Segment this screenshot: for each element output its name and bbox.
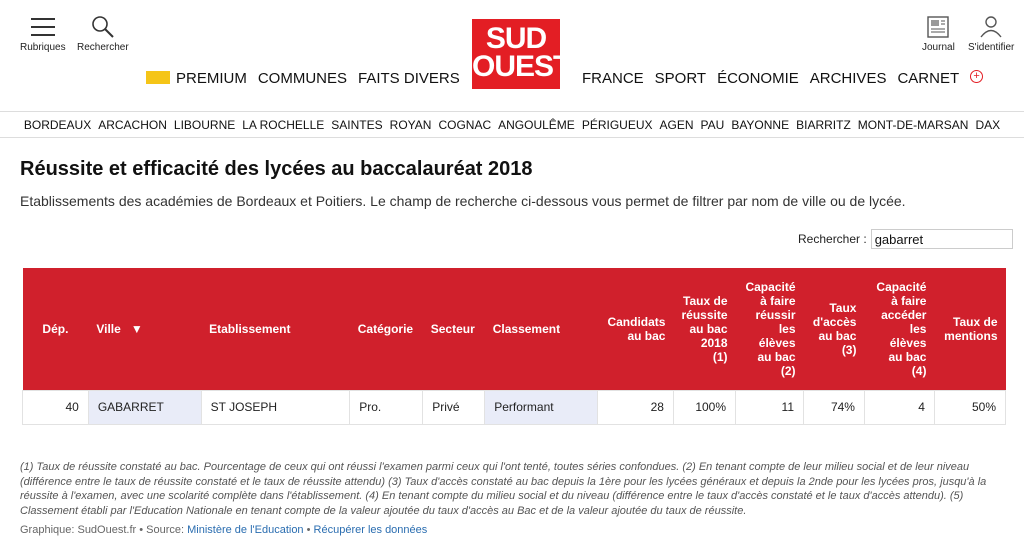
nav-item-premium[interactable] — [146, 70, 247, 87]
nav-item-archives[interactable]: ARCHIVES — [809, 70, 887, 87]
cell-capacite-acceder: 4 — [864, 390, 934, 424]
city-link[interactable]: BIARRITZ — [796, 117, 851, 132]
city-link[interactable]: ROYAN — [389, 117, 432, 132]
rubriques-button[interactable] — [20, 14, 66, 53]
col-categorie[interactable]: Catégorie — [357, 321, 414, 336]
logo-line-2: OUEST — [472, 50, 571, 83]
site-header — [0, 0, 1024, 112]
user-icon — [977, 14, 1005, 40]
nav-item-economie[interactable]: ÉCONOMIE — [717, 70, 799, 87]
search-icon — [89, 14, 117, 40]
cell-dep: 40 — [23, 390, 89, 424]
col-taux-mentions-l1: Taux de — [953, 314, 998, 329]
city-link[interactable]: BORDEAUX — [23, 117, 92, 132]
rubriques-label: Rubriques — [20, 42, 66, 53]
city-link[interactable]: ANGOULÊME — [498, 117, 575, 132]
col-etablissement[interactable]: Etablissement — [209, 321, 291, 336]
journal-button[interactable] — [922, 14, 955, 53]
col-classement[interactable]: Classement — [492, 321, 561, 336]
city-link[interactable]: ARCACHON — [98, 117, 167, 132]
col-capacite-reussir-l7: (2) — [780, 363, 796, 378]
col-taux-acces-l2: d'accès — [812, 314, 857, 329]
cities-bar — [0, 112, 1024, 138]
credit-separator: • — [303, 524, 314, 536]
col-taux-mentions-l2: mentions — [944, 328, 998, 343]
chart-credit — [20, 524, 427, 536]
cell-taux-acces: 74% — [804, 390, 865, 424]
col-taux-acces-l1: Taux — [829, 300, 857, 315]
plus-circle-icon[interactable]: + — [970, 70, 983, 83]
col-taux-reussite-l5: (1) — [712, 349, 728, 364]
col-candidats-l2: au bac — [627, 328, 666, 343]
col-taux-acces-l4: (3) — [841, 342, 857, 357]
nav-item-communes[interactable]: COMMUNES — [257, 70, 348, 87]
page-subtitle: Etablissements des académies de Bordeaux et Poitiers. Le champ de recherche ci-dessous vous permet de filtrer par nom de ville ou de lycée. — [20, 193, 906, 209]
col-capacite-acceder-l2: à faire — [891, 293, 927, 308]
cell-taux-reussite: 100% — [673, 390, 735, 424]
identifier-button[interactable] — [968, 14, 1014, 53]
main-nav-right — [582, 70, 983, 87]
logo-line-1: SUD — [485, 22, 547, 55]
nav-item-france[interactable]: FRANCE — [582, 70, 644, 87]
city-link[interactable]: LA ROCHELLE — [242, 117, 325, 132]
col-taux-mentions[interactable] — [934, 268, 1005, 390]
cell-classement: Performant — [485, 390, 598, 424]
nav-item-premium-label: PREMIUM — [176, 70, 247, 87]
col-capacite-reussir[interactable] — [736, 268, 804, 390]
col-capacite-acceder-l5: élèves — [889, 335, 927, 350]
nav-item-sport[interactable]: SPORT — [654, 70, 707, 87]
col-candidats-l1: Candidats — [607, 314, 666, 329]
col-capacite-acceder-l7: (4) — [911, 363, 927, 378]
col-capacite-acceder-l4: les — [909, 321, 927, 336]
cell-capacite-reussir: 11 — [736, 390, 804, 424]
nav-item-carnet[interactable]: CARNET — [897, 70, 960, 87]
rechercher-button[interactable] — [77, 14, 129, 53]
city-link[interactable]: PAU — [700, 117, 725, 132]
newspaper-icon — [924, 14, 952, 40]
cell-etablissement: ST JOSEPH — [201, 390, 350, 424]
cell-taux-mentions: 50% — [934, 390, 1005, 424]
col-candidats[interactable] — [598, 268, 674, 390]
city-link[interactable]: SAINTES — [331, 117, 383, 132]
sort-desc-icon: ▼ — [130, 321, 143, 336]
col-capacite-reussir-l3: réussir — [755, 307, 796, 322]
city-link[interactable]: PÉRIGUEUX — [581, 117, 653, 132]
identifier-label: S'identifier — [968, 42, 1015, 53]
col-ville-label: Ville — [96, 321, 121, 336]
col-taux-acces[interactable] — [804, 268, 865, 390]
page-title: Réussite et efficacité des lycées au baccalauréat 2018 — [20, 158, 533, 180]
col-dep[interactable]: Dép. — [42, 321, 69, 336]
city-link[interactable]: COGNAC — [438, 117, 492, 132]
nav-item-faits-divers[interactable]: FAITS DIVERS — [358, 70, 460, 87]
cell-candidats: 28 — [598, 390, 674, 424]
col-taux-acces-l3: au bac — [818, 328, 857, 343]
table-header-row — [23, 268, 1006, 390]
col-capacite-reussir-l4: les — [778, 321, 796, 336]
col-secteur[interactable]: Secteur — [430, 321, 475, 336]
col-capacite-reussir-l6: au bac — [757, 349, 796, 364]
footnote: (1) Taux de réussite constaté au bac. Pourcentage de ceux qui ont réussi l'examen parmi ceux qui l'ont tenté, toutes séries confondues. (2) En tenant compte de leur milieu social et de leur niveau (différence entre le taux de réussite constaté et le taux de réussite attendu) (3) Taux d'accès constaté au bac depuis la 1ère pour les lycées généraux et depuis la 2nde pour les lycées pros, jusqu'à la réussite à l'examen, avec une scolarité complète dans l'établissement. (4) En tenant compte du milieu social et du niveau (différence entre le taux d'accès constaté et le taux d'accès attendu). (5) Classement établi par l'Education Nationale en tenant compte de la valeur ajoutée du taux d'accès au Bac et de la valeur ajoutée du taux de réussite. — [20, 461, 987, 517]
col-taux-reussite-l1: Taux de — [683, 293, 728, 308]
city-link[interactable]: AGEN — [659, 117, 694, 132]
credit-prefix: Graphique: SudOuest.fr • Source: — [20, 524, 188, 536]
main-nav-left — [146, 70, 460, 87]
crown-icon — [146, 71, 170, 84]
col-taux-reussite-l2: réussite — [681, 307, 728, 322]
table-search — [798, 229, 1013, 249]
col-capacite-acceder[interactable] — [864, 268, 934, 390]
table-row — [23, 390, 1006, 424]
search-input[interactable] — [871, 229, 1013, 249]
col-capacite-reussir-l1: Capacité — [745, 279, 796, 294]
journal-label: Journal — [922, 42, 955, 53]
col-capacite-acceder-l1: Capacité — [876, 279, 927, 294]
city-link[interactable]: DAX — [975, 117, 1001, 132]
col-capacite-acceder-l3: accéder — [881, 307, 927, 322]
col-capacite-reussir-l2: à faire — [760, 293, 796, 308]
download-data-link[interactable]: Récupérer les données — [313, 524, 428, 536]
search-label: Rechercher : — [798, 232, 867, 246]
col-taux-reussite-l4: 2018 — [700, 335, 728, 350]
city-link[interactable]: LIBOURNE — [173, 117, 236, 132]
results-table — [22, 268, 1006, 425]
cell-ville: GABARRET — [88, 390, 201, 424]
source-link[interactable]: Ministère de l'Education — [187, 524, 304, 536]
cell-secteur: Privé — [423, 390, 485, 424]
col-capacite-acceder-l6: au bac — [888, 349, 927, 364]
rechercher-label: Rechercher — [77, 42, 129, 53]
menu-icon — [29, 14, 57, 40]
city-link[interactable]: BAYONNE — [731, 117, 790, 132]
col-taux-reussite-l3: au bac — [689, 321, 728, 336]
col-ville[interactable] — [88, 268, 201, 390]
col-taux-reussite[interactable] — [673, 268, 735, 390]
sud-ouest-logo[interactable] — [472, 19, 571, 89]
city-link[interactable]: MONT-DE-MARSAN — [857, 117, 969, 132]
col-capacite-reussir-l5: élèves — [758, 335, 796, 350]
cell-categorie: Pro. — [350, 390, 423, 424]
